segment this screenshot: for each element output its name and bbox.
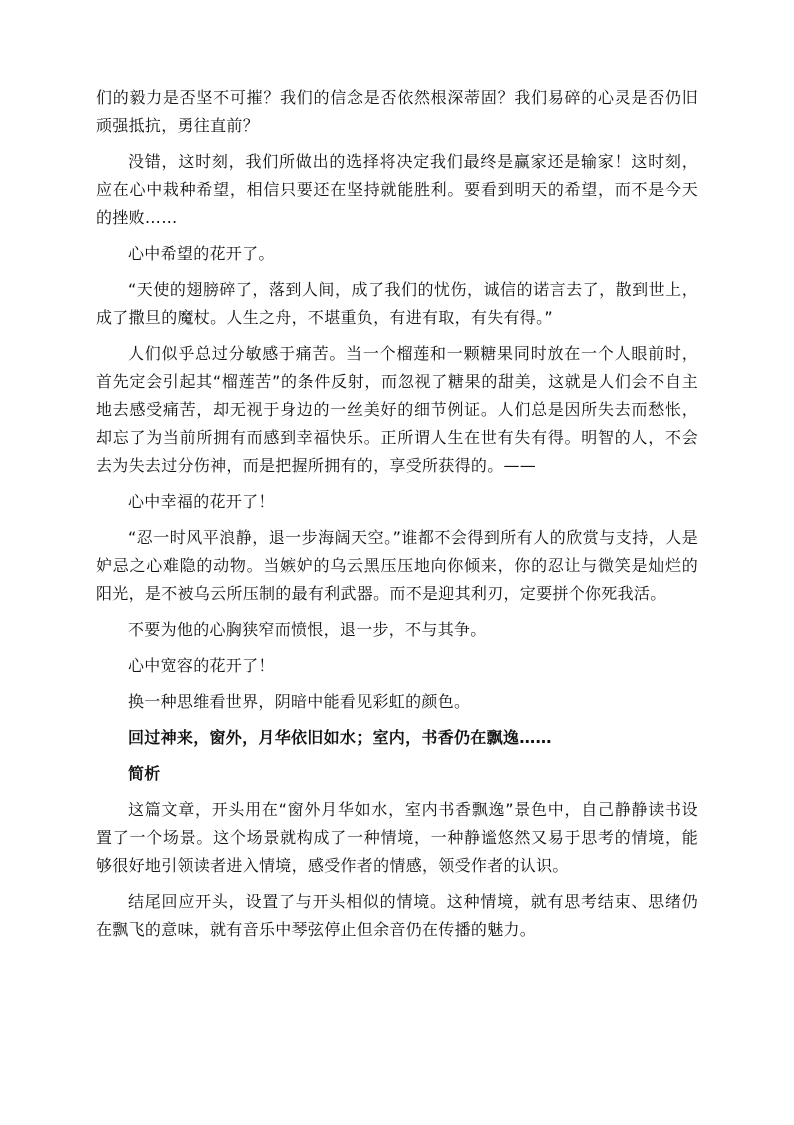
article-body [96,84,698,952]
paragraph-happiness-flower: 心中幸福的花开了！ [128,492,275,511]
paragraph-tolerance-quote: “忍一时风平浪静，退一步海阔天空。”谁都不会得到所有人的欣赏与支持，人是妒忌之心难隐的动物。当嫉妒的乌云黑压压地向你倾来，你的忍让与微笑是灿烂的阳光，是不被乌云所压制的最有利武器。而不是迎其利刃，定要拼个你死我活。 [96,528,698,603]
analysis-paragraph-opening: 这篇文章，开头用在“窗外月华如水，室内书香飘逸”景色中，自己静静读书设置了一个场景。这个场景就构成了一种情境，一种静谧悠然又易于思考的情境，能够很好地引领读者进入情境，感受作者的情感，领受作者的认识。 [96,800,698,875]
paragraph-choice: 没错，这时刻，我们所做出的选择将决定我们最终是赢家还是输家！这时刻，应在心中栽种希望，相信只要还在坚持就能胜利。要看到明天的希望，而不是今天的挫败…… [96,152,698,227]
paragraph-angel-quote: “天使的翅膀碎了，落到人间，成了我们的忧伤，诚信的诺言去了，散到世上，成了撒旦的魔杖。人生之舟，不堪重负，有进有取，有失有得。” [96,280,698,327]
paragraph-step-back: 不要为他的心胸狭窄而愤恨，退一步，不与其争。 [128,620,487,639]
paragraph-durian: 人们似乎总过分敏感于痛苦。当一个榴莲和一颗糖果同时放在一个人眼前时，首先定会引起其“榴莲苦”的条件反射，而忽视了糖果的甜美，这就是人们会不自主地去感受痛苦，却无视于身边的一丝美好的细节例证。人们总是因所失去而愁怅，却忘了为当前所拥有而感到幸福快乐。正所谓人生在世有失有得。明智的人，不会去为失去过分伤神，而是把握所拥有的，享受所获得的。—— [96,344,698,475]
paragraph-continued: 们的毅力是否坚不可摧？我们的信念是否依然根深蒂固？我们易碎的心灵是否仍旧顽强抵抗，勇往直前？ [96,88,698,135]
paragraph-closing: 回过神来，窗外，月华依旧如水；室内，书香仍在飘逸…… [128,728,552,747]
paragraph-rainbow: 换一种思维看世界，阴暗中能看见彩虹的颜色。 [128,692,471,711]
paragraph-tolerance-flower: 心中宽容的花开了！ [128,656,275,675]
analysis-paragraph-ending: 结尾回应开头，设置了与开头相似的情境。这种情境，就有思考结束、思绪仍在飘飞的意味，就有音乐中琴弦停止但余音仍在传播的魅力。 [96,892,698,939]
analysis-heading: 简析 [128,764,161,783]
paragraph-hope-flower: 心中希望的花开了。 [128,244,275,263]
